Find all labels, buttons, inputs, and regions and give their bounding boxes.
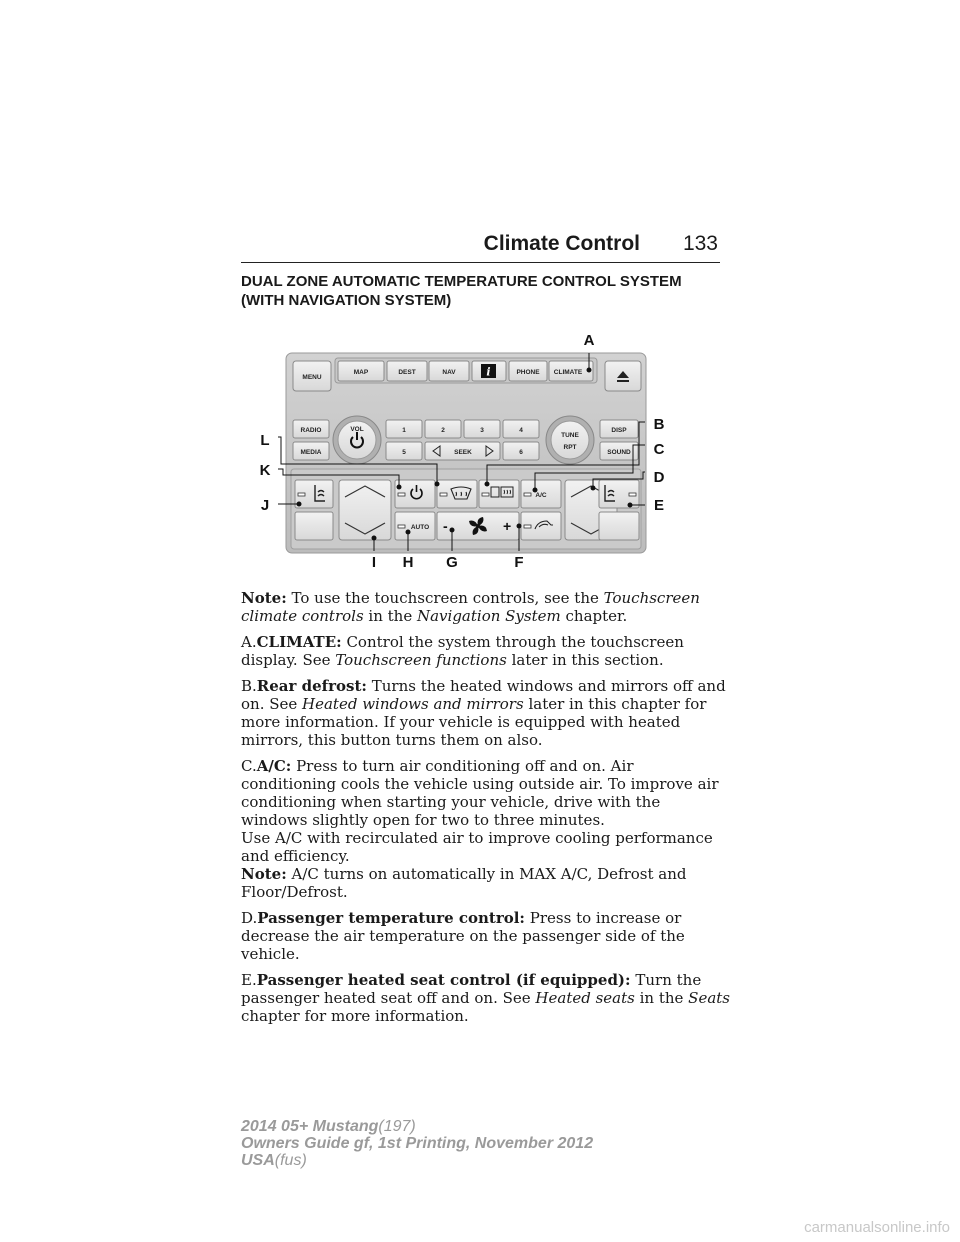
radio-button	[293, 420, 329, 438]
svg-text:6: 6	[519, 449, 523, 456]
driver-blank-button	[295, 512, 333, 540]
svg-text:SEEK: SEEK	[454, 449, 472, 456]
page-header	[241, 232, 720, 263]
svg-text:5: 5	[402, 449, 406, 456]
media-button	[293, 442, 329, 460]
item-c-ac: C.A/C: Press to turn air conditioning off and on. Air conditioning cools the vehicle using outside air. To improve air conditioning when starting your vehicle, drive with the windows slightly open for two to three minutes. Use A/C with recirculated air to improve cooling performance and efficiency. Note: A/C turns on automatically in MAX A/C, Defrost and Floor/Defrost.	[241, 757, 719, 901]
svg-text:TUNE: TUNE	[561, 432, 579, 439]
ac-button	[521, 480, 561, 508]
radio-label: RADIO	[300, 427, 322, 434]
section-title: DUAL ZONE AUTOMATIC TEMPERATURE CONTROL SYSTEM (WITH NAVIGATION SYSTEM)	[241, 273, 682, 309]
callout-e: E	[653, 497, 665, 514]
phone-button	[509, 361, 547, 381]
info-button	[472, 361, 506, 381]
svg-text:DISP: DISP	[611, 427, 627, 434]
media-label: MEDIA	[300, 449, 322, 456]
vol-label: VOL	[350, 426, 364, 433]
passenger-seat-heat-button	[599, 480, 639, 508]
page-footer: 2014 05+ Mustang(197) Owners Guide gf, 1st Printing, November 2012 USA(fus)	[241, 1118, 594, 1169]
fan-plus: +	[503, 518, 512, 534]
callout-c: C	[653, 441, 665, 458]
footer-region: USA	[241, 1152, 275, 1169]
callout-h: H	[402, 554, 414, 571]
svg-text:AUTO: AUTO	[410, 524, 430, 531]
info-icon: i	[486, 365, 491, 379]
preset-1-button	[386, 420, 422, 438]
item-e-passenger-seat: E.Passenger heated seat control (if equipped): Turn the passenger heated seat off and on. See Heated seats in the Seats chapter for more information.	[241, 971, 730, 1025]
body-text	[241, 589, 731, 1033]
callout-f: F	[514, 554, 524, 571]
recirculation-button	[521, 512, 561, 540]
svg-text:1: 1	[402, 427, 406, 434]
footer-printing: Owners Guide gf, 1st Printing, November 2012	[241, 1135, 594, 1152]
nav-button	[429, 361, 469, 381]
sound-button	[600, 442, 638, 460]
item-b-rear-defrost: B.Rear defrost: Turns the heated windows and mirrors off and on. See Heated windows and mirrors later in this chapter for more information. If your vehicle is equipped with heated mirrors, this button turns them on also.	[241, 677, 726, 749]
map-label: MAP	[353, 369, 369, 376]
map-button	[338, 361, 384, 381]
max-defrost-button	[437, 480, 477, 508]
svg-text:2: 2	[441, 427, 445, 434]
footer-model: 2014 05+ Mustang	[241, 1118, 379, 1135]
callout-g: G	[446, 554, 458, 571]
item-d-passenger-temp: D.Passenger temperature control: Press to increase or decrease the air temperature on the passenger side of the vehicle.	[241, 909, 685, 963]
svg-text:RPT: RPT	[563, 444, 577, 451]
menu-label: MENU	[302, 374, 322, 381]
seek-control	[425, 442, 500, 460]
preset-4-button	[503, 420, 539, 438]
item-a-climate: A.CLIMATE: Control the system through the touchscreen display. See Touchscreen functions later in this section.	[241, 633, 684, 669]
fan-minus: -	[443, 518, 448, 534]
callout-b: B	[653, 416, 665, 433]
chapter-title: Climate Control	[483, 232, 640, 255]
preset-5-button	[386, 442, 422, 460]
passenger-blank-button	[599, 512, 639, 540]
dest-label: DEST	[398, 369, 416, 376]
svg-text:SOUND: SOUND	[607, 449, 631, 456]
watermark: carmanualsonline.info	[804, 1219, 950, 1236]
climate-button	[549, 361, 593, 381]
disp-button	[600, 420, 638, 438]
preset-6-button	[503, 442, 539, 460]
tune-knob	[546, 416, 594, 464]
callout-d: D	[653, 469, 665, 486]
callout-l: L	[260, 432, 270, 449]
fan-speed-control	[437, 512, 519, 540]
climate-panel-figure	[253, 327, 673, 577]
climate-power-button	[395, 480, 435, 508]
callout-j: J	[260, 497, 270, 514]
preset-2-button	[425, 420, 461, 438]
page-number: 133	[682, 232, 718, 255]
callout-a: A	[583, 332, 595, 349]
svg-text:A/C: A/C	[535, 492, 547, 499]
dest-button	[387, 361, 427, 381]
callout-i: I	[371, 554, 377, 571]
note-touchscreen: Note: To use the touchscreen controls, see the Touchscreen climate controls in the Navigation System chapter.	[241, 589, 700, 625]
driver-temp-control	[339, 480, 391, 540]
eject-button	[605, 361, 641, 391]
climate-label: CLIMATE	[553, 369, 583, 376]
menu-button	[293, 361, 331, 391]
svg-text:3: 3	[480, 427, 484, 434]
svg-text:4: 4	[519, 427, 523, 434]
phone-label: PHONE	[516, 369, 540, 376]
callout-k: K	[259, 462, 271, 479]
volume-knob	[333, 416, 381, 464]
preset-3-button	[464, 420, 500, 438]
auto-button	[395, 512, 435, 540]
nav-label: NAV	[442, 369, 456, 376]
